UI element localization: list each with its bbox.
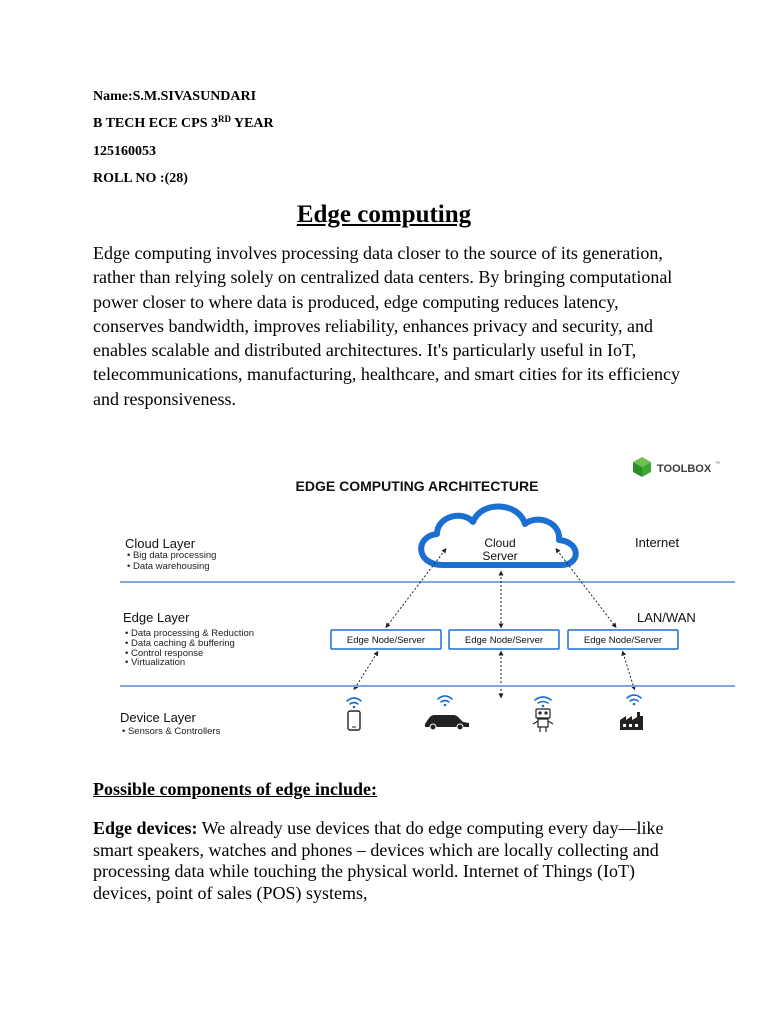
cube-icon	[633, 457, 651, 477]
internet-label: Internet	[635, 535, 680, 550]
edge-layer-bullet: • Data processing & Reduction	[125, 628, 255, 639]
phone-icon	[348, 711, 360, 730]
wifi-icon	[347, 698, 361, 708]
edge-devices-text: We already use devices that do edge computing every day—like smart speakers, watches and phones – devices which are locally collecting and processing data while touching the physical world. Internet of Things (IoT) devices, point of sales (POS) systems,	[93, 818, 664, 903]
course-line	[93, 116, 274, 132]
section-heading: Possible components of edge include:	[93, 779, 378, 799]
brand-trademark: ™	[715, 461, 720, 467]
cloud-layer-name: Cloud Layer	[125, 536, 196, 551]
factory-icon	[620, 712, 643, 730]
cloud-layer-bullet: • Data warehousing	[127, 561, 210, 572]
roll-number: ROLL NO :(28)	[93, 171, 188, 186]
edge-devices-paragraph	[93, 818, 683, 904]
connection-arrow	[557, 550, 615, 626]
page-title: Edge computing	[296, 201, 472, 228]
robot-icon	[533, 709, 553, 732]
cloud-server-line1: Cloud	[484, 536, 516, 550]
edge-node-label: Edge Node/Server	[583, 635, 663, 646]
wifi-icon	[627, 695, 641, 705]
course-sup: RD	[218, 114, 231, 124]
wifi-icon	[535, 697, 551, 707]
course-prefix: B TECH ECE CPS 3	[93, 116, 218, 131]
edge-devices-label: Edge devices:	[93, 818, 198, 838]
wifi-icon	[438, 696, 452, 706]
registration-number: 125160053	[93, 144, 156, 159]
edge-layer-name: Edge Layer	[123, 610, 190, 625]
diagram-title: EDGE COMPUTING ARCHITECTURE	[295, 478, 539, 494]
lan-wan-label: LAN/WAN	[637, 610, 696, 625]
course-suffix: YEAR	[231, 116, 274, 131]
car-icon	[425, 715, 469, 730]
edge-layer-bullet: • Data caching & buffering	[125, 638, 235, 649]
brand-text: TOOLBOX	[657, 463, 712, 475]
edge-node-label: Edge Node/Server	[464, 635, 544, 646]
edge-node-label: Edge Node/Server	[346, 635, 426, 646]
connection-arrow	[355, 653, 377, 688]
device-layer-name: Device Layer	[120, 710, 196, 725]
edge-layer-bullet: • Virtualization	[125, 657, 186, 668]
device-layer-bullet: • Sensors & Controllers	[122, 726, 221, 737]
intro-paragraph: Edge computing involves processing data closer to the source of its generation, rather than relying solely on centralized data centers. By bringing computational power closer to where data is produced, edge computing reduces latency, conserves bandwidth, improves reliability, enhances privacy and security, and enables scalable and distributed architectures. It's particularly useful in IoT, telecommunications, manufacturing, healthcare, and smart cities for its efficiency and responsiveness.	[93, 243, 680, 409]
cloud-server-line2: Server	[482, 549, 518, 563]
cloud-layer-bullet: • Big data processing	[127, 550, 217, 561]
edge-layer-bullet: • Control response	[125, 648, 204, 659]
connection-arrow	[623, 653, 634, 688]
student-name: Name:S.M.SIVASUNDARI	[93, 89, 257, 104]
toolbox-logo	[633, 457, 720, 477]
architecture-diagram	[115, 450, 740, 750]
